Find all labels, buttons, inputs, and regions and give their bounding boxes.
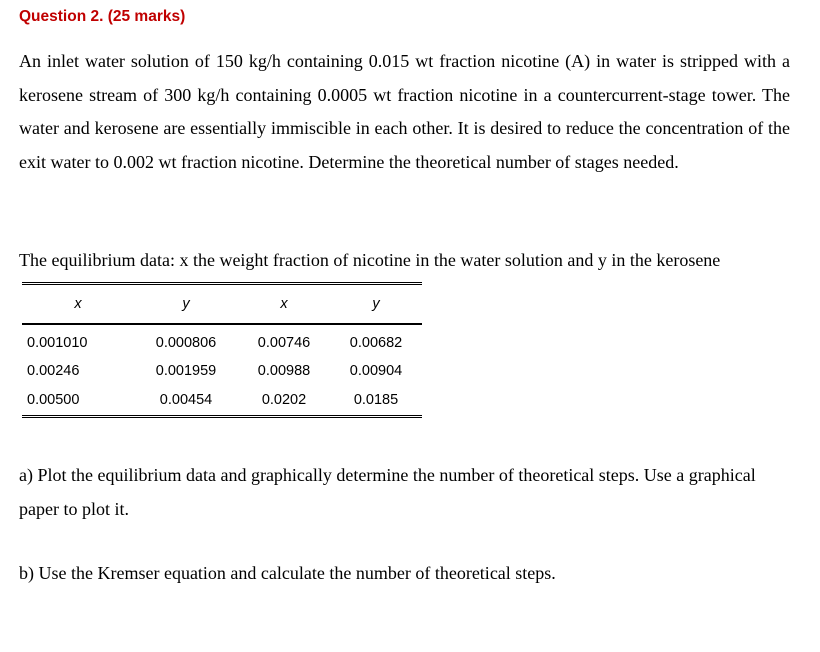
table-cell: 0.0202 bbox=[238, 385, 330, 417]
table-row bbox=[22, 385, 422, 417]
table-cell: 0.00682 bbox=[349, 335, 403, 351]
table-row bbox=[22, 357, 422, 385]
table-cell: 0.00988 bbox=[257, 363, 311, 379]
table-header-row bbox=[22, 284, 422, 325]
table-row bbox=[22, 324, 422, 357]
header-y-2: y bbox=[330, 284, 422, 325]
table-cell: 0.00500 bbox=[22, 385, 134, 417]
table-cell: 0.00454 bbox=[134, 385, 238, 417]
header-y-1: y bbox=[134, 284, 238, 325]
problem-statement: An inlet water solution of 150 kg/h containing 0.015 wt fraction nicotine (A) in water is stripped with a kerosene stream of 300 kg/h containing 0.0005 wt fraction nicotine in a countercurrent-stage tower. The water and kerosene are essentially immiscible in each other. It is desired to reduce the concentration of the exit water to 0.002 wt fraction nicotine. Determine the theoretical number of stages needed. bbox=[19, 51, 790, 172]
part-a-text: a) Plot the equilibrium data and graphically determine the number of theoretical steps. Use a graphical paper to plot it. bbox=[19, 465, 756, 519]
table-cell: 0.001010 bbox=[27, 335, 88, 351]
table-cell: 0.001959 bbox=[155, 363, 217, 379]
table-cell: 0.00246 bbox=[27, 363, 80, 379]
part-b-text: b) Use the Kremser equation and calculate the number of theoretical steps. bbox=[19, 563, 556, 583]
table-cell: 0.000806 bbox=[155, 335, 217, 351]
header-x-1: x bbox=[22, 284, 134, 325]
table-cell: 0.00904 bbox=[349, 363, 403, 379]
equilibrium-table bbox=[22, 282, 422, 418]
question-heading: Question 2. (25 marks) bbox=[19, 8, 186, 25]
table-cell: 0.0185 bbox=[330, 385, 422, 417]
equilibrium-intro: The equilibrium data: x the weight fraction of nicotine in the water solution and y in the kerosene bbox=[19, 250, 721, 270]
table-cell: 0.00746 bbox=[257, 335, 311, 351]
header-x-2: x bbox=[238, 284, 330, 325]
